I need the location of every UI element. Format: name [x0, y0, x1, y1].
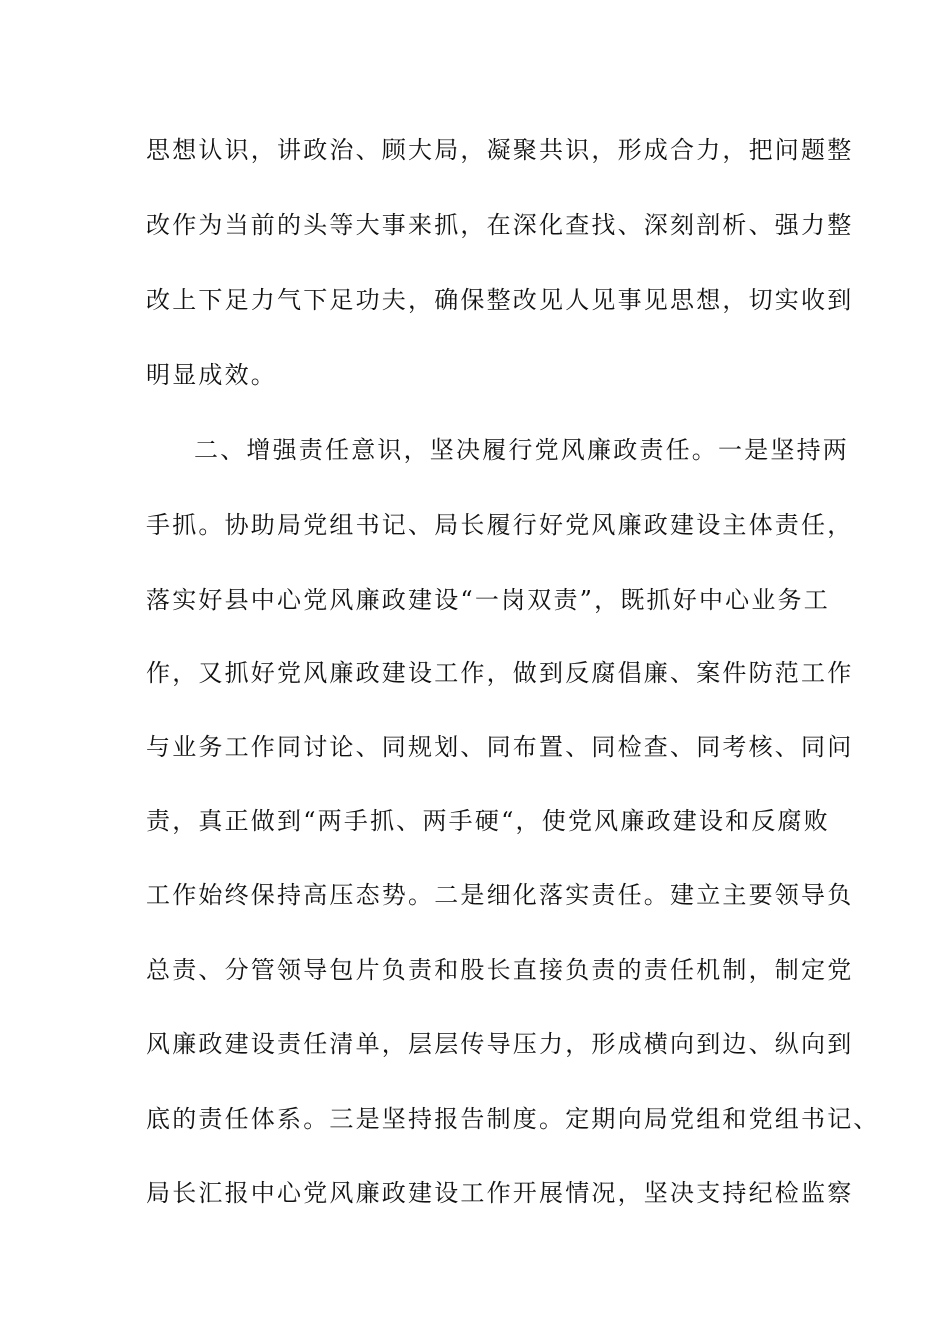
text-line-7: 落实好县中心党风廉政建设“一岗双责”，既抓好中心业务工 [146, 586, 830, 614]
text-line-15: 局长汇报中心党风廉政建设工作开展情况，坚决支持纪检监察 [146, 1179, 854, 1207]
text-line-11: 工作始终保持高压态势。二是细化落实责任。建立主要领导负 [146, 881, 854, 909]
text-line-3: 改上下足力气下足功夫，确保整改见人见事见思想，切实收到 [146, 286, 854, 314]
text-line-13: 风廉政建设责任清单，层层传导压力，形成横向到边、纵向到 [146, 1030, 854, 1058]
text-line-5-paragraph-start: 二、增强责任意识，坚决履行党风廉政责任。一是坚持两 [194, 436, 849, 464]
text-line-12: 总责、分管领导包片负责和股长直接负责的责任机制，制定党 [146, 956, 854, 984]
text-line-8: 作，又抓好党风廉政建设工作，做到反腐倡廉、案件防范工作 [146, 659, 854, 687]
text-line-10: 责，真正做到“两手抓、两手硬“，使党风廉政建设和反腐败 [146, 807, 830, 835]
text-line-9: 与业务工作同讨论、同规划、同布置、同检查、同考核、同问 [146, 733, 854, 761]
text-line-4: 明显成效。 [146, 361, 277, 389]
text-line-1: 思想认识，讲政治、顾大局，凝聚共识，形成合力，把问题整 [146, 136, 854, 164]
text-line-14: 底的责任体系。三是坚持报告制度。定期向局党组和党组书记、 [146, 1105, 880, 1133]
text-line-6: 手抓。协助局党组书记、局长履行好党风廉政建设主体责任， [146, 511, 854, 539]
text-line-2: 改作为当前的头等大事来抓，在深化查找、深刻剖析、强力整 [146, 211, 854, 239]
